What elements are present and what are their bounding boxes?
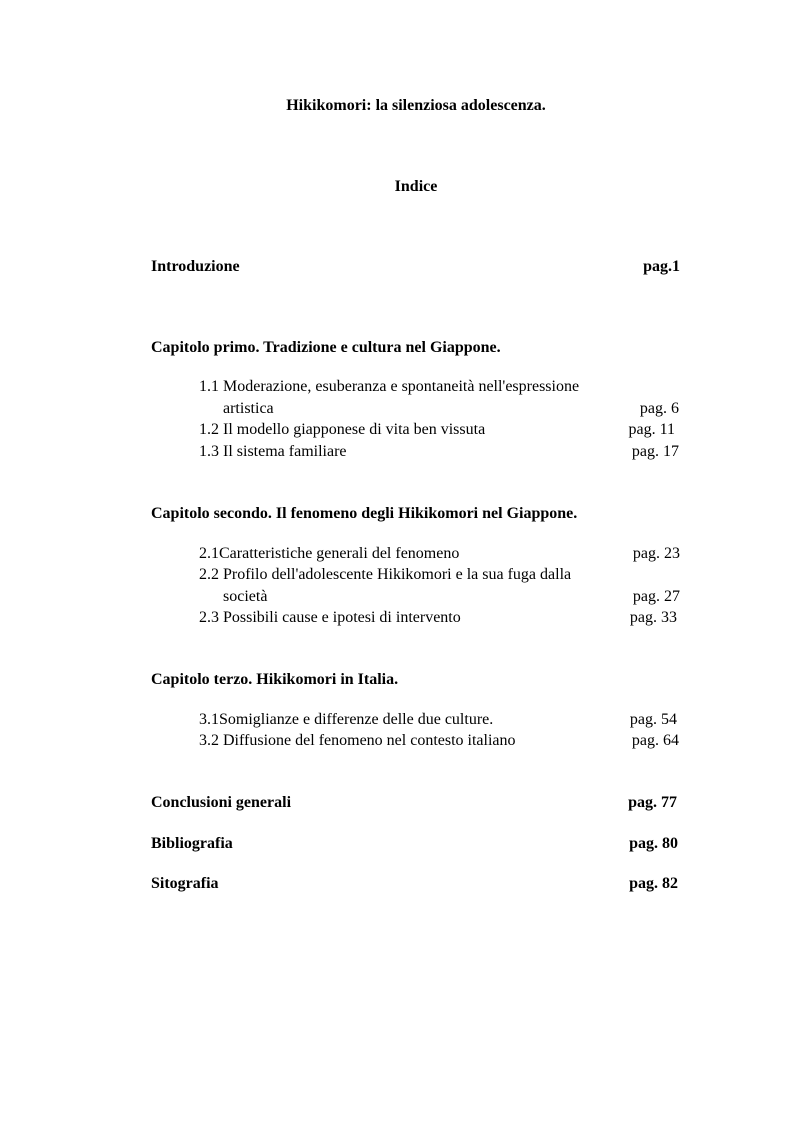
chapter-1-title: Capitolo primo. Tradizione e cultura nel Giappone.	[151, 339, 501, 356]
toc-2-3-page: pag. 33	[629, 609, 677, 626]
toc-2-2-page: pag. 27	[632, 588, 680, 605]
toc-2-2-line2: società	[223, 588, 268, 605]
document-title: Hikikomori: la silenziosa adolescenza.	[286, 97, 546, 114]
toc-1-1-line1: 1.1 Moderazione, esuberanza e spontaneità nell'espressione	[199, 378, 580, 395]
toc-bibliografia-page: pag. 80	[629, 835, 678, 852]
chapter-2-title: Capitolo secondo. Il fenomeno degli Hikikomori nel Giappone.	[151, 505, 578, 522]
toc-2-3-label: 2.3 Possibili cause e ipotesi di intervento	[199, 609, 461, 626]
toc-introduzione-label: Introduzione	[151, 258, 240, 275]
toc-2-2-line1: 2.2 Profilo dell'adolescente Hikikomori e la sua fuga dalla	[199, 566, 572, 583]
chapter-3-title: Capitolo terzo. Hikikomori in Italia.	[151, 671, 399, 688]
toc-conclusioni-page: pag. 77	[628, 794, 677, 811]
toc-1-1-line2: artistica	[223, 400, 274, 417]
toc-introduzione-page: pag.1	[643, 258, 680, 275]
toc-sitografia-label: Sitografia	[151, 875, 219, 892]
toc-3-1-label: 3.1Somiglianze e differenze delle due culture.	[199, 711, 494, 728]
toc-2-1-label: 2.1Caratteristiche generali del fenomeno	[199, 545, 460, 562]
toc-3-2-page: pag. 64	[631, 732, 679, 749]
toc-3-2-label: 3.2 Diffusione del fenomeno nel contesto italiano	[199, 732, 516, 749]
toc-sitografia-page: pag. 82	[629, 875, 678, 892]
toc-1-2-page: pag. 11	[628, 421, 675, 438]
toc-2-1-page: pag. 23	[632, 545, 680, 562]
toc-1-1-page: pag. 6	[639, 400, 679, 417]
toc-conclusioni-label: Conclusioni generali	[151, 794, 292, 811]
toc-1-3-page: pag. 17	[631, 443, 679, 460]
toc-1-2-label: 1.2 Il modello giapponese di vita ben vissuta	[199, 421, 486, 438]
toc-3-1-page: pag. 54	[629, 711, 677, 728]
index-heading: Indice	[394, 178, 438, 195]
toc-1-3-label: 1.3 Il sistema familiare	[199, 443, 347, 460]
toc-bibliografia-label: Bibliografia	[151, 835, 233, 852]
